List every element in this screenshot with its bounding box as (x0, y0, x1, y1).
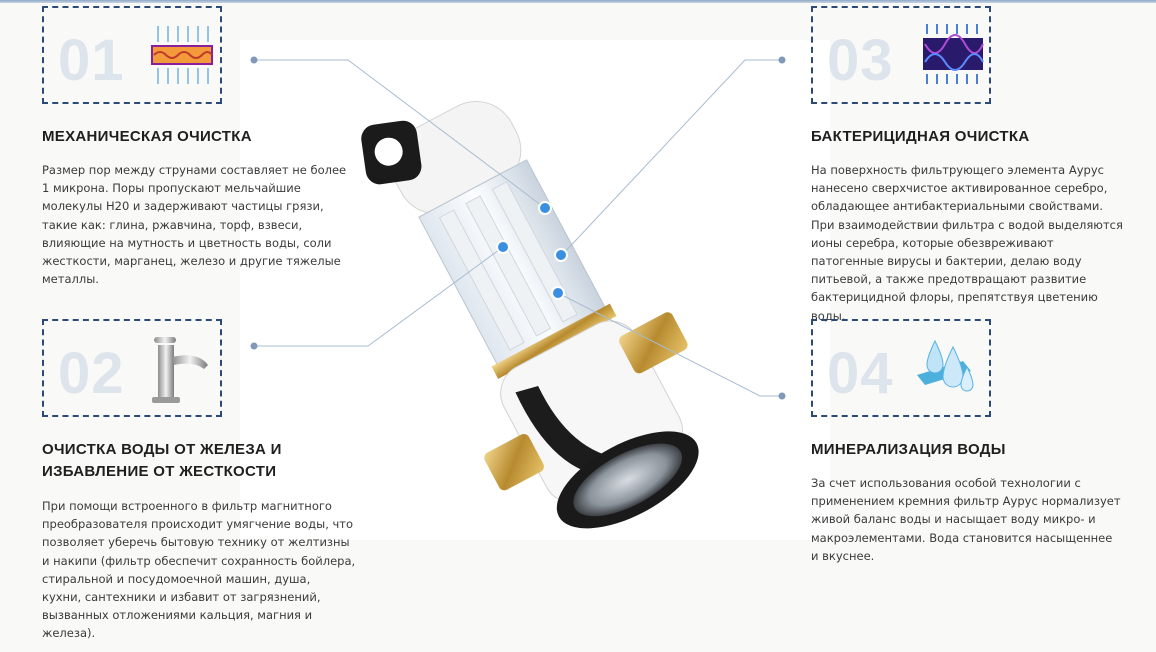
title-line: ОЧИСТКА ВОДЫ ОТ ЖЕЛЕЗА И (42, 441, 282, 458)
description-line: макроэлементами. Вода становится насыщеннее (811, 530, 1113, 545)
description-line: За счет использования особой технологии с (811, 476, 1081, 490)
description-line: живой баланс воды и насыщает воду микро- и (811, 512, 1096, 527)
description-line: При помощи встроенного в фильтр магнитного (42, 499, 332, 513)
feature-03-number-box (811, 6, 991, 104)
description-line: При взаимодействии фильтра с водой выделяются (811, 217, 1123, 232)
feature-01-title: МЕХАНИЧЕСКАЯ ОЧИСТКА (42, 128, 252, 145)
description-line: такие как: глина, ржавчина, торф, взвеси, (42, 217, 303, 232)
hotspot-marker-03[interactable] (555, 249, 567, 261)
membrane-filter-icon (150, 24, 214, 88)
feature-03-title: БАКТЕРИЦИДНАЯ ОЧИСТКА (811, 128, 1030, 145)
description-line: жесткости, марганец, железо и другие тяжелые (42, 254, 341, 269)
feature-number: 04 (827, 341, 894, 406)
description-line: и вкуснее. (811, 548, 875, 563)
connector-dot (251, 57, 258, 64)
description-line: нанесено сверхчистое активированное серебро, (811, 181, 1108, 196)
feature-04-title: МИНЕРАЛИЗАЦИЯ ВОДЫ (811, 441, 1006, 458)
connector-line-04 (558, 293, 782, 396)
description-line: На поверхность фильтрующего элемента Аурус (811, 163, 1104, 177)
description-line: преобразователя происходит умягчение воды, что (42, 517, 354, 532)
hotspot-marker-02[interactable] (497, 241, 509, 253)
feature-02-number-box (42, 319, 222, 417)
description-line: ионы серебра, которые обезвреживают (811, 235, 1054, 250)
hotspot-marker-04[interactable] (552, 287, 564, 299)
description-line: влияющие на мутность и цветность воды, соли (42, 235, 332, 250)
connector-dot (779, 393, 786, 400)
hotspot-marker-01[interactable] (539, 202, 551, 214)
feature-04-number-box (811, 319, 991, 417)
description-line: вызванных отложениями кальция, магния и (42, 608, 313, 623)
description-line: стиральной и посудомоечной машин, душа, (42, 571, 311, 586)
description-line: 1 микрона. Поры пропускают мельчайшие (42, 181, 301, 196)
feature-02-title (42, 439, 282, 483)
connector-dot (251, 343, 258, 350)
description-line: молекулы Н20 и задерживают частицы грязи, (42, 199, 324, 214)
description-line: применением кремния фильтр Аурус нормализует (811, 494, 1121, 509)
faucet-icon (146, 335, 212, 405)
description-line: металлы. (42, 272, 99, 287)
description-line: железа). (42, 626, 96, 641)
description-line: воды. (811, 308, 846, 323)
description-line: питьевой, а также предотвращают развитие (811, 272, 1087, 287)
title-line: ИЗБАВЛЕНИЕ ОТ ЖЕСТКОСТИ (42, 463, 277, 480)
description-line: и накипи (фильтр обеспечит сохранность бойлера, (42, 553, 356, 568)
description-line: обладающее антибактериальными свойствами. (811, 199, 1104, 214)
description-line: Размер пор между струнами составляет не более (42, 163, 347, 177)
description-line: бактерицидной флоры, препятствуя цветению (811, 290, 1098, 305)
connector-dot (779, 57, 786, 64)
feature-01-number-box (42, 6, 222, 104)
feature-03-description (811, 161, 1123, 325)
feature-number: 01 (58, 28, 125, 93)
feature-number: 02 (58, 341, 125, 406)
description-line: кухни, сантехники и избавит от загрязнений, (42, 590, 321, 605)
feature-number: 03 (827, 28, 894, 93)
description-line: позволяет уберечь бытовую технику от желтизны (42, 535, 350, 550)
feature-04-description (811, 474, 1121, 565)
connector-line-03 (562, 60, 782, 255)
description-line: патогенные вирусы и бактерии, делаю воду (811, 254, 1082, 269)
water-drops-icon (913, 337, 977, 401)
feature-01-description (42, 161, 346, 288)
feature-02-description (42, 497, 355, 643)
bactericidal-filter-icon (921, 22, 985, 86)
